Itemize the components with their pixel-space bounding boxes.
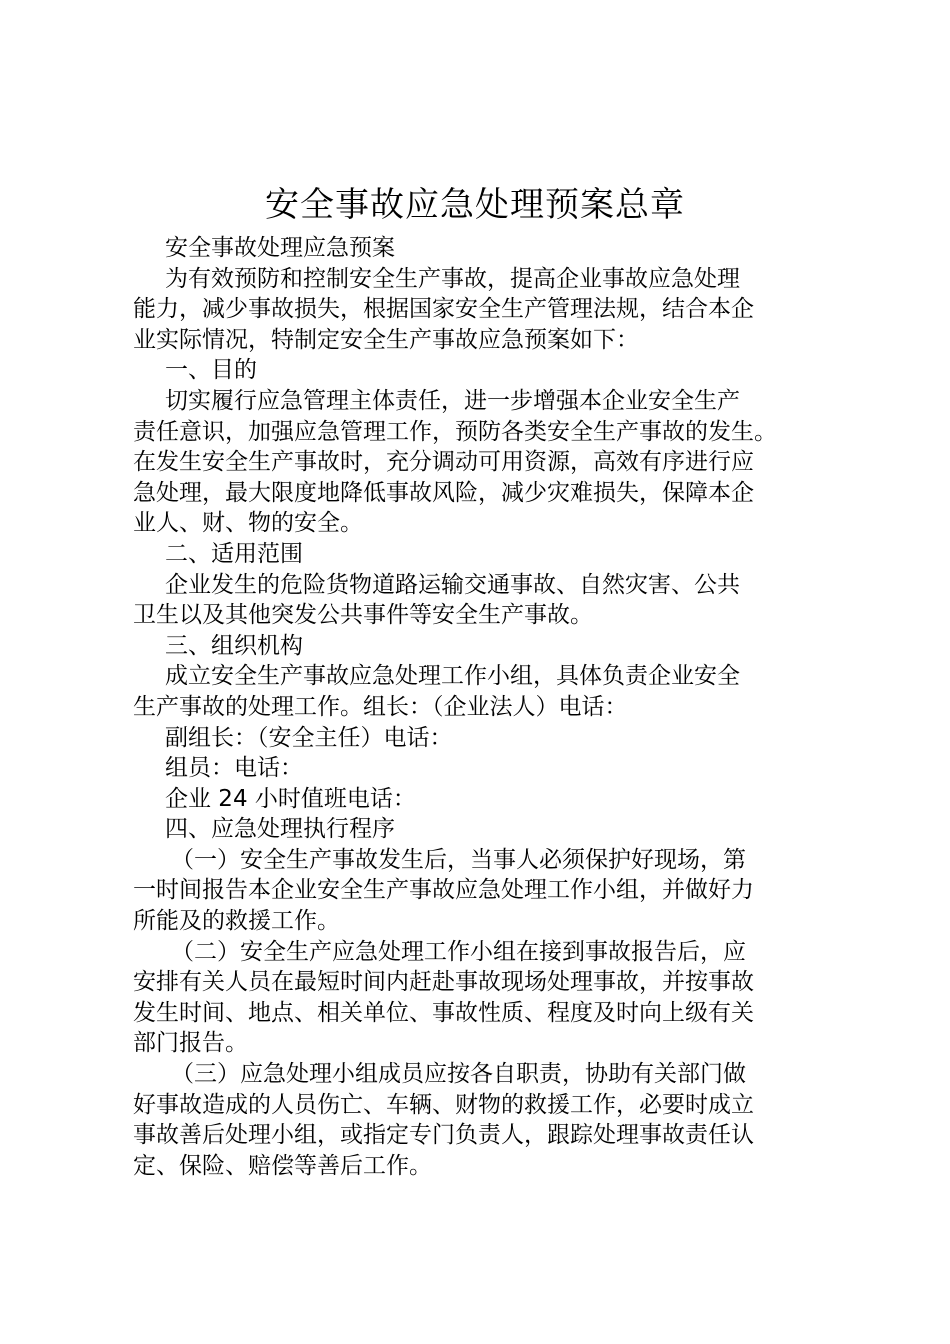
paragraph-line: 在发生安全生产事故时，充分调动可用资源，高效有序进行应	[133, 449, 754, 476]
paragraph-line: （三）应急处理小组成员应按各自职责，协助有关部门做	[171, 1061, 746, 1088]
paragraph-line: 急处理，最大限度地降低事故风险，减少灾难损失，保障本企	[133, 479, 754, 506]
paragraph-line: 发生时间、地点、相关单位、事故性质、程度及时向上级有关	[133, 999, 754, 1026]
paragraph-line: 安排有关人员在最短时间内赶赴事故现场处理事故，并按事故	[133, 969, 754, 996]
section-heading: 三、组织机构	[165, 632, 303, 659]
paragraph-line: 为有效预防和控制安全生产事故，提高企业事故应急处理	[165, 265, 740, 292]
paragraph-line: 责任意识，加强应急管理工作，预防各类安全生产事故的发生。	[133, 418, 777, 445]
paragraph-line: （二）安全生产应急处理工作小组在接到事故报告后，应	[171, 938, 746, 965]
paragraph-line: 好事故造成的人员伤亡、车辆、财物的救援工作，必要时成立	[133, 1091, 754, 1118]
paragraph-line: 一时间报告本企业安全生产事故应急处理工作小组，并做好力	[133, 877, 754, 904]
paragraph-line: 切实履行应急管理主体责任，进一步增强本企业安全生产	[165, 387, 740, 414]
paragraph-line: 卫生以及其他突发公共事件等安全生产事故。	[133, 602, 593, 629]
paragraph-line: 部门报告。	[133, 1030, 248, 1057]
document-title: 安全事故应急处理预案总章	[265, 185, 685, 225]
paragraph-line: 生产事故的处理工作。组长：（企业法人）电话：	[133, 693, 628, 720]
section-heading: 一、目的	[165, 357, 257, 384]
paragraph-line: （一）安全生产事故发生后，当事人必须保护好现场，第	[171, 846, 746, 873]
paragraph-line: 业实际情况，特制定安全生产事故应急预案如下：	[133, 326, 639, 353]
paragraph-line: 业人、财、物的安全。	[133, 510, 363, 537]
document-body	[133, 233, 833, 1181]
paragraph-line: 组员：电话：	[165, 755, 303, 782]
subtitle-line: 安全事故处理应急预案	[165, 235, 395, 261]
paragraph-line: 成立安全生产事故应急处理工作小组，具体负责企业安全	[165, 663, 740, 690]
paragraph-line: 企业 24 小时值班电话：	[165, 785, 416, 812]
paragraph-line: 事故善后处理小组，或指定专门负责人，跟踪处理事故责任认	[133, 1122, 754, 1149]
paragraph-line: 所能及的救援工作。	[133, 908, 340, 935]
section-heading: 二、适用范围	[165, 540, 303, 567]
section-heading: 四、应急处理执行程序	[165, 816, 395, 843]
paragraph-line: 定、保险、赔偿等善后工作。	[133, 1152, 432, 1179]
paragraph-line: 企业发生的危险货物道路运输交通事故、自然灾害、公共	[165, 571, 740, 598]
paragraph-line: 能力，减少事故损失，根据国家安全生产管理法规，结合本企	[133, 296, 754, 323]
paragraph-line: 副组长：（安全主任）电话：	[165, 724, 453, 751]
